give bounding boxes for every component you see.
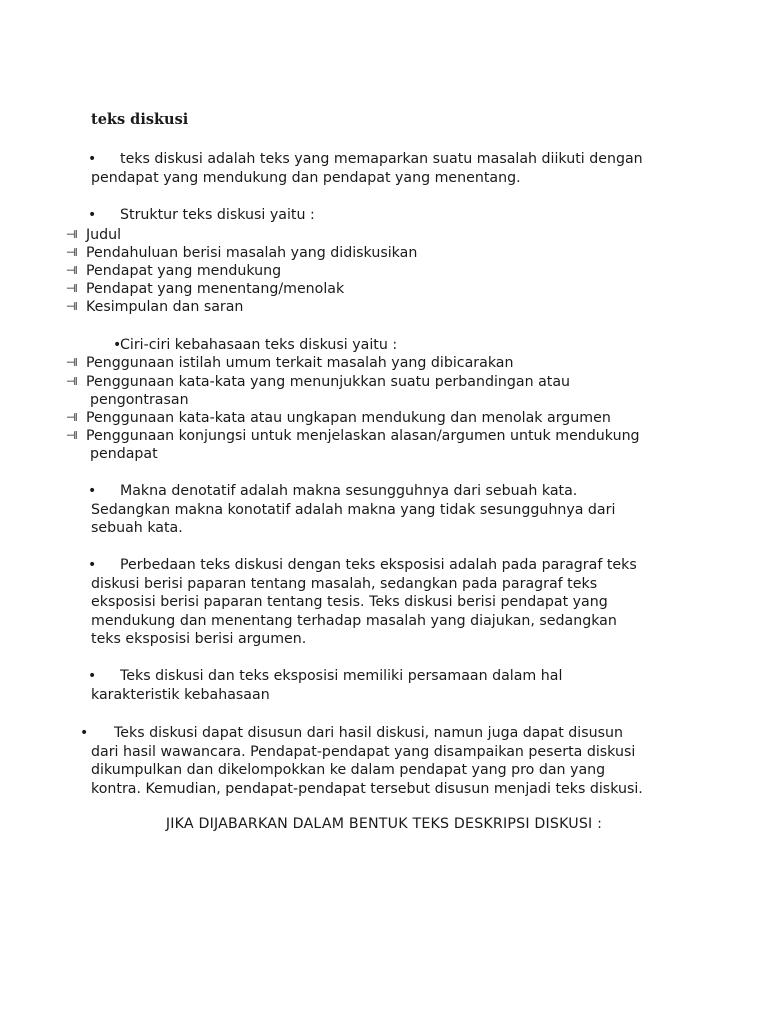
- paragraph-line: teks eksposisi berisi argumen.: [91, 631, 307, 648]
- structure-item: [66, 280, 344, 298]
- paragraph-line: dari hasil wawancara. Pendapat-pendapat yang disampaikan peserta diskusi: [91, 743, 636, 760]
- paragraph-line: kontra. Kemudian, pendapat-pendapat tersebut disusun menjadi teks diskusi.: [91, 780, 643, 797]
- paragraph-line: karakteristik kebahasaan: [91, 686, 270, 703]
- document-title: teks diskusi: [91, 111, 189, 128]
- paragraph-line: Perbedaan teks diskusi dengan teks eksposisi adalah pada paragraf teks: [120, 557, 637, 573]
- structure-item: [66, 244, 417, 262]
- paragraph-line: Sedangkan makna konotatif adalah makna yang tidak sesungguhnya dari: [91, 501, 616, 518]
- bullet-paragraph-composition: [80, 724, 643, 798]
- structure-item-label: Pendapat yang mendukung: [86, 263, 282, 279]
- structure-item-label: Kesimpulan dan saran: [86, 299, 244, 315]
- paragraph-line: mendukung dan menentang terhadap masalah yang diajukan, sedangkan: [91, 612, 617, 629]
- characteristic-item-continuation: pengontrasan: [90, 392, 189, 409]
- characteristic-item-label: Penggunaan konjungsi untuk menjelaskan alasan/argumen untuk mendukung: [86, 428, 640, 444]
- bullet-paragraph-similarity: [88, 667, 563, 704]
- marker-icon: ⊣l: [66, 282, 77, 295]
- characteristic-item-label: Penggunaan kata-kata atau ungkapan mendukung dan menolak argumen: [86, 410, 611, 426]
- paragraph-line: pendapat yang mendukung dan pendapat yang menentang.: [91, 169, 521, 186]
- characteristic-item-label: Penggunaan istilah umum terkait masalah yang dibicarakan: [86, 355, 514, 371]
- characteristic-item-label: Penggunaan kata-kata yang menunjukkan suatu perbandingan atau: [86, 374, 571, 390]
- bullet-paragraph-structure: [88, 206, 315, 225]
- bullet-paragraph-meaning: [88, 482, 616, 538]
- marker-icon: ⊣l: [66, 375, 77, 388]
- structure-item: [66, 262, 281, 280]
- paragraph-line: sebuah kata.: [91, 520, 183, 537]
- marker-icon: ⊣l: [66, 300, 77, 313]
- paragraph-line: eksposisi berisi paparan tentang tesis. Teks diskusi berisi pendapat yang: [91, 594, 608, 611]
- bullet-paragraph-characteristics: [91, 336, 397, 355]
- paragraph-line: dikumpulkan dan dikelompokkan ke dalam pendapat yang pro dan yang: [91, 762, 606, 779]
- bullet-paragraph-difference: [88, 556, 637, 649]
- bullet-icon: •: [88, 151, 97, 167]
- marker-icon: ⊣l: [66, 264, 77, 277]
- characteristic-item: [66, 409, 611, 427]
- structure-item-label: Pendapat yang menentang/menolak: [86, 281, 345, 297]
- structure-item-label: Judul: [86, 227, 122, 243]
- bullet-icon: •: [80, 725, 89, 741]
- bullet-icon: •: [88, 483, 97, 499]
- bullet-icon: •: [88, 557, 97, 573]
- paragraph-line: Ciri-ciri kebahasaan teks diskusi yaitu :: [120, 337, 398, 353]
- paragraph-line: Teks diskusi dapat disusun dari hasil diskusi, namun juga dapat disusun: [114, 725, 623, 741]
- characteristic-item: [66, 354, 513, 372]
- paragraph-line: diskusi berisi paparan tentang masalah, sedangkan pada paragraf teks: [91, 575, 598, 592]
- marker-icon: ⊣l: [66, 356, 77, 369]
- bullet-icon: •: [88, 207, 97, 223]
- marker-icon: ⊣l: [66, 411, 77, 424]
- structure-item: [66, 298, 243, 316]
- closing-heading: JIKA DIJABARKAN DALAM BENTUK TEKS DESKRIPSI DISKUSI :: [165, 816, 603, 832]
- bullet-icon: •: [88, 668, 97, 684]
- marker-icon: ⊣l: [66, 246, 77, 259]
- paragraph-line: Struktur teks diskusi yaitu :: [120, 207, 315, 223]
- structure-item-label: Pendahuluan berisi masalah yang didiskusikan: [86, 245, 418, 261]
- paragraph-line: teks diskusi adalah teks yang memaparkan suatu masalah diikuti dengan: [120, 151, 643, 167]
- paragraph-line: Teks diskusi dan teks eksposisi memiliki persamaan dalam hal: [120, 668, 563, 684]
- characteristic-item-continuation: pendapat: [90, 446, 158, 463]
- marker-icon: ⊣l: [66, 429, 77, 442]
- bullet-paragraph-definition: [88, 150, 643, 187]
- paragraph-line: Makna denotatif adalah makna sesungguhnya dari sebuah kata.: [120, 483, 578, 499]
- marker-icon: ⊣l: [66, 228, 77, 241]
- structure-item: [66, 226, 121, 244]
- characteristic-item: [66, 427, 640, 463]
- bullet-icon: •: [113, 337, 122, 353]
- characteristic-item: [66, 373, 570, 409]
